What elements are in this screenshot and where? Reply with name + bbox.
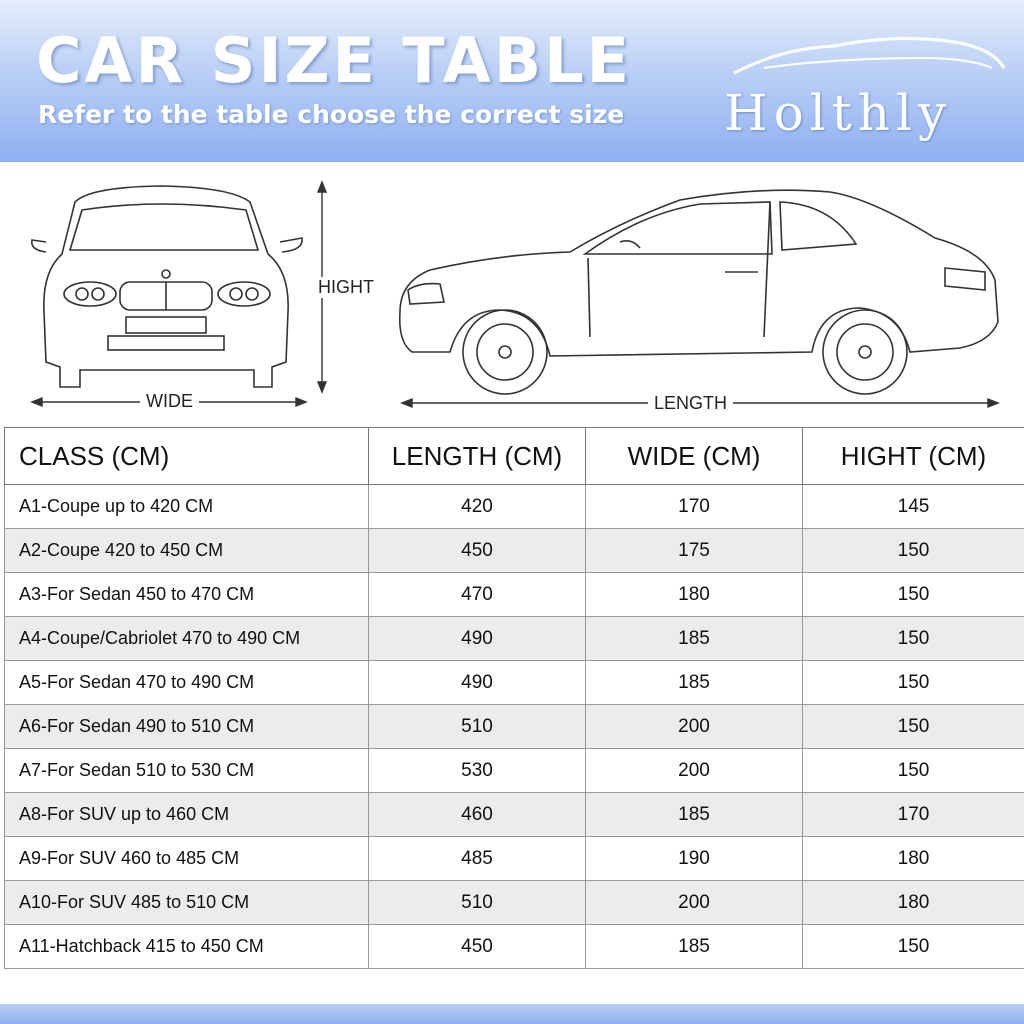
table-row xyxy=(5,881,1024,925)
wide-cell: 200 xyxy=(586,749,803,793)
car-side-view-icon xyxy=(400,190,998,394)
hight-cell: 150 xyxy=(803,529,1024,573)
wide-cell: 185 xyxy=(586,661,803,705)
class-cell: A1-Coupe up to 420 CM xyxy=(5,485,369,529)
length-cell: 490 xyxy=(369,661,586,705)
car-diagram-drawing xyxy=(0,162,1024,424)
page-subtitle: Refer to the table choose the correct size xyxy=(38,100,625,129)
table-row xyxy=(5,485,1024,529)
length-cell: 490 xyxy=(369,617,586,661)
class-cell: A10-For SUV 485 to 510 CM xyxy=(5,881,369,925)
hight-cell: 170 xyxy=(803,793,1024,837)
hight-cell: 150 xyxy=(803,749,1024,793)
hight-cell: 145 xyxy=(803,485,1024,529)
length-cell: 450 xyxy=(369,529,586,573)
hight-cell: 150 xyxy=(803,661,1024,705)
length-cell: 460 xyxy=(369,793,586,837)
size-table xyxy=(4,427,1024,969)
class-cell: A6-For Sedan 490 to 510 CM xyxy=(5,705,369,749)
wide-cell: 175 xyxy=(586,529,803,573)
class-cell: A9-For SUV 460 to 485 CM xyxy=(5,837,369,881)
hight-cell: 180 xyxy=(803,881,1024,925)
class-cell: A11-Hatchback 415 to 450 CM xyxy=(5,925,369,969)
class-cell: A7-For Sedan 510 to 530 CM xyxy=(5,749,369,793)
column-header-length: LENGTH (CM) xyxy=(369,428,586,485)
table-row xyxy=(5,837,1024,881)
wide-cell: 200 xyxy=(586,881,803,925)
table-row xyxy=(5,925,1024,969)
width-label: WIDE xyxy=(140,391,199,412)
brand-logo xyxy=(724,28,1014,142)
length-cell: 470 xyxy=(369,573,586,617)
hight-cell: 150 xyxy=(803,617,1024,661)
wide-cell: 170 xyxy=(586,485,803,529)
hight-cell: 150 xyxy=(803,705,1024,749)
brand-name: Holthly xyxy=(724,84,953,142)
car-front-view-icon xyxy=(32,186,302,387)
car-dimension-diagram xyxy=(0,162,1024,424)
length-cell: 530 xyxy=(369,749,586,793)
table-row xyxy=(5,573,1024,617)
wide-cell: 185 xyxy=(586,617,803,661)
length-cell: 485 xyxy=(369,837,586,881)
column-header-class: CLASS (CM) xyxy=(5,428,369,485)
wide-cell: 185 xyxy=(586,793,803,837)
class-cell: A2-Coupe 420 to 450 CM xyxy=(5,529,369,573)
length-cell: 510 xyxy=(369,881,586,925)
table-row xyxy=(5,705,1024,749)
table-row xyxy=(5,793,1024,837)
page-title: CAR SIZE TABLE xyxy=(36,24,633,97)
column-header-hight: HIGHT (CM) xyxy=(803,428,1024,485)
car-silhouette-logo-icon xyxy=(724,28,1014,88)
class-cell: A5-For Sedan 470 to 490 CM xyxy=(5,661,369,705)
footer-bar xyxy=(0,1004,1024,1024)
header-banner xyxy=(0,0,1024,162)
class-cell: A8-For SUV up to 460 CM xyxy=(5,793,369,837)
height-label: HIGHT xyxy=(312,277,380,298)
length-cell: 450 xyxy=(369,925,586,969)
wide-cell: 190 xyxy=(586,837,803,881)
length-cell: 510 xyxy=(369,705,586,749)
wide-cell: 180 xyxy=(586,573,803,617)
class-cell: A3-For Sedan 450 to 470 CM xyxy=(5,573,369,617)
wide-cell: 185 xyxy=(586,925,803,969)
table-row xyxy=(5,661,1024,705)
table-header-row xyxy=(5,428,1024,485)
wide-cell: 200 xyxy=(586,705,803,749)
class-cell: A4-Coupe/Cabriolet 470 to 490 CM xyxy=(5,617,369,661)
length-label: LENGTH xyxy=(648,393,733,414)
table-row xyxy=(5,749,1024,793)
length-cell: 420 xyxy=(369,485,586,529)
column-header-wide: WIDE (CM) xyxy=(586,428,803,485)
table-row xyxy=(5,617,1024,661)
hight-cell: 150 xyxy=(803,573,1024,617)
hight-cell: 180 xyxy=(803,837,1024,881)
table-row xyxy=(5,529,1024,573)
hight-cell: 150 xyxy=(803,925,1024,969)
